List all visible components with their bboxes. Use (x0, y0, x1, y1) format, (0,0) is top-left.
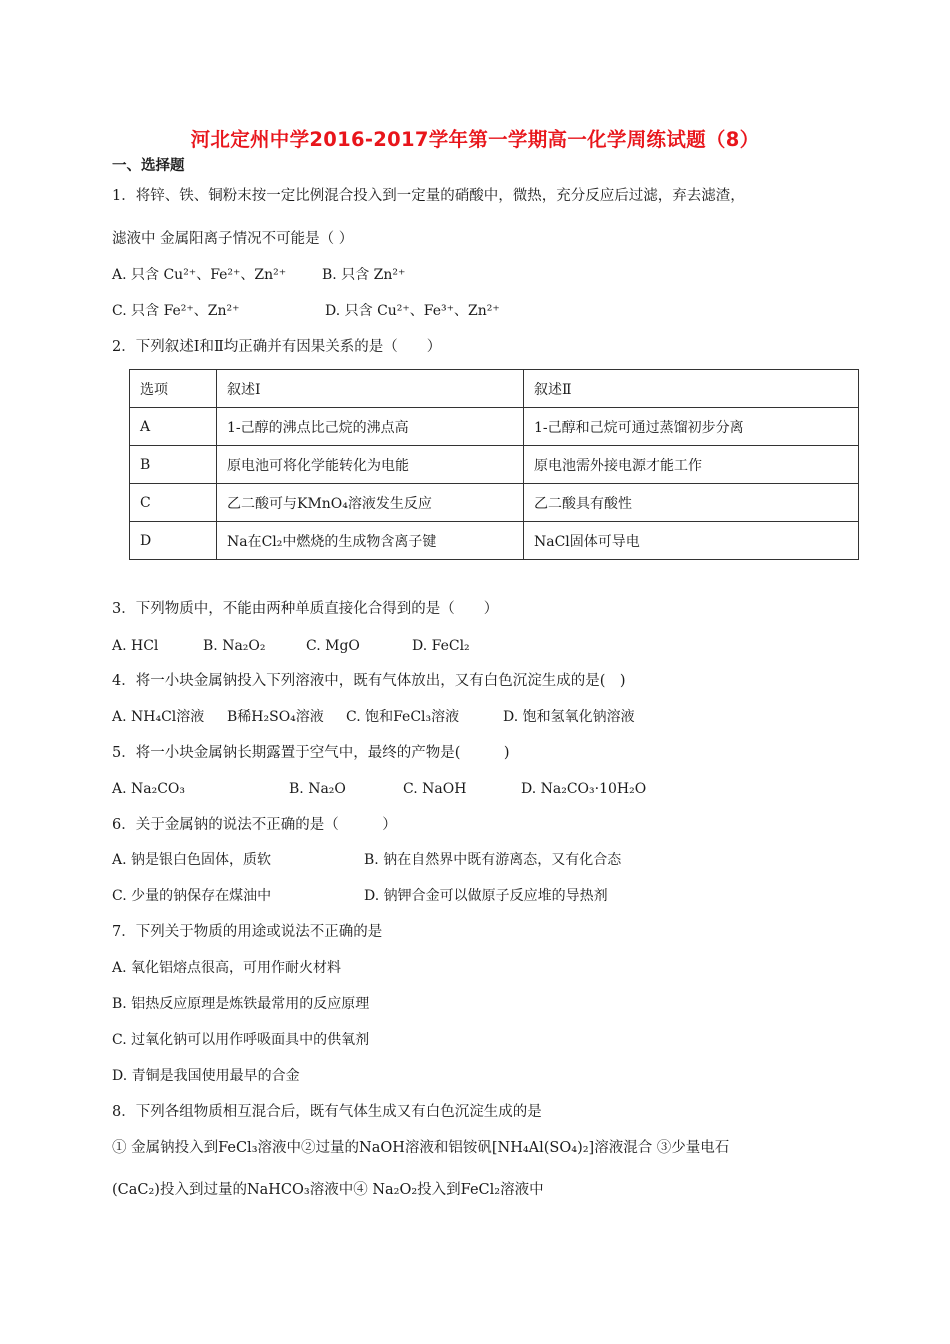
q6-option-b: B. 钠在自然界中既有游离态，又有化合态 (364, 852, 622, 868)
q4-option-d: D. 饱和氢氧化钠溶液 (503, 709, 635, 725)
q6-option-d: D. 钠钾合金可以做原子反应堆的导热剂 (364, 888, 608, 904)
q6-option-a: A. 钠是银白色固体，质软 (112, 852, 272, 868)
q4-option-a: A. NH₄Cl溶液 (112, 709, 205, 725)
table-cell: B (130, 446, 217, 484)
q1-stem-line1: 1．将锌、铁、铜粉末按一定比例混合投入到一定量的硝酸中，微热，充分反应后过滤，弃去滤渣， (112, 188, 745, 204)
q1-option-d: D. 只含 Cu²⁺、Fe³⁺、Zn²⁺ (325, 303, 500, 319)
section-heading: 一、选择题 (112, 158, 185, 174)
q8-stem: 8．下列各组物质相互混合后，既有气体生成又有白色沉淀生成的是 (112, 1104, 542, 1120)
table-cell: 原电池需外接电源才能工作 (524, 446, 859, 484)
q5-option-c: C. NaOH (403, 781, 467, 797)
table-cell: 原电池可将化学能转化为电能 (217, 446, 524, 484)
table-cell: A (130, 408, 217, 446)
q4-stem: 4．将一小块金属钠投入下列溶液中，既有气体放出，又有白色沉淀生成的是( ) (112, 673, 626, 689)
q1-option-c: C. 只含 Fe²⁺、Zn²⁺ (112, 303, 240, 319)
table-cell: NaCl固体可导电 (524, 522, 859, 560)
q3-option-b: B. Na₂O₂ (203, 638, 266, 654)
q4-option-c: C. 饱和FeCl₃溶液 (346, 709, 460, 725)
page-title: 河北定州中学2016-2017学年第一学期高一化学周练试题（8） (190, 128, 760, 151)
q8-line2: (CaC₂)投入到过量的NaHCO₃溶液中④ Na₂O₂投入到FeCl₂溶液中 (112, 1182, 544, 1198)
table-cell: 乙二酸具有酸性 (524, 484, 859, 522)
table-header-cell: 叙述Ⅱ (524, 370, 859, 408)
table-cell: 乙二酸可与KMnO₄溶液发生反应 (217, 484, 524, 522)
table-cell: D (130, 522, 217, 560)
table-row (130, 408, 859, 446)
table-header-row (130, 370, 859, 408)
q5-stem: 5．将一小块金属钠长期露置于空气中，最终的产物是( ) (112, 745, 510, 761)
q5-option-d: D. Na₂CO₃·10H₂O (521, 781, 647, 797)
q3-stem: 3．下列物质中，不能由两种单质直接化合得到的是（ ） (112, 601, 499, 617)
q7-stem: 7．下列关于物质的用途或说法不正确的是 (112, 924, 383, 940)
table-cell: Na在Cl₂中燃烧的生成物含离子键 (217, 522, 524, 560)
q1-option-b: B. 只含 Zn²⁺ (322, 267, 406, 283)
q2-stem: 2．下列叙述Ⅰ和Ⅱ均正确并有因果关系的是（ ） (112, 339, 442, 355)
q5-option-b: B. Na₂O (289, 781, 346, 797)
table-cell: C (130, 484, 217, 522)
q8-line1: ① 金属钠投入到FeCl₃溶液中②过量的NaOH溶液和铝铵矾[NH₄Al(SO₄)₂]溶液混合 ③少量电石 (112, 1140, 730, 1156)
q3-option-a: A. HCl (112, 638, 159, 654)
q1-stem-line2: 滤液中 金属阳离子情况不可能是（ ） (112, 231, 354, 247)
table-cell: 1-己醇和己烷可通过蒸馏初步分离 (524, 408, 859, 446)
q7-option-a: A. 氧化铝熔点很高，可用作耐火材料 (112, 960, 342, 976)
q2-table (129, 369, 859, 560)
table-cell: 1-己醇的沸点比己烷的沸点高 (217, 408, 524, 446)
table-row (130, 446, 859, 484)
table-row (130, 522, 859, 560)
q6-option-c: C. 少量的钠保存在煤油中 (112, 888, 272, 904)
table-header-cell: 叙述Ⅰ (217, 370, 524, 408)
table-header-cell: 选项 (130, 370, 217, 408)
q7-option-d: D. 青铜是我国使用最早的合金 (112, 1068, 300, 1084)
q7-option-b: B. 铝热反应原理是炼铁最常用的反应原理 (112, 996, 370, 1012)
q5-option-a: A. Na₂CO₃ (112, 781, 186, 797)
q4-option-b: B稀H₂SO₄溶液 (227, 709, 324, 725)
q3-option-c: C. MgO (306, 638, 360, 654)
q1-option-a: A. 只含 Cu²⁺、Fe²⁺、Zn²⁺ (112, 267, 287, 283)
q6-stem: 6．关于金属钠的说法不正确的是（ ） (112, 817, 397, 833)
q3-option-d: D. FeCl₂ (412, 638, 470, 654)
q7-option-c: C. 过氧化钠可以用作呼吸面具中的供氧剂 (112, 1032, 370, 1048)
table-row (130, 484, 859, 522)
